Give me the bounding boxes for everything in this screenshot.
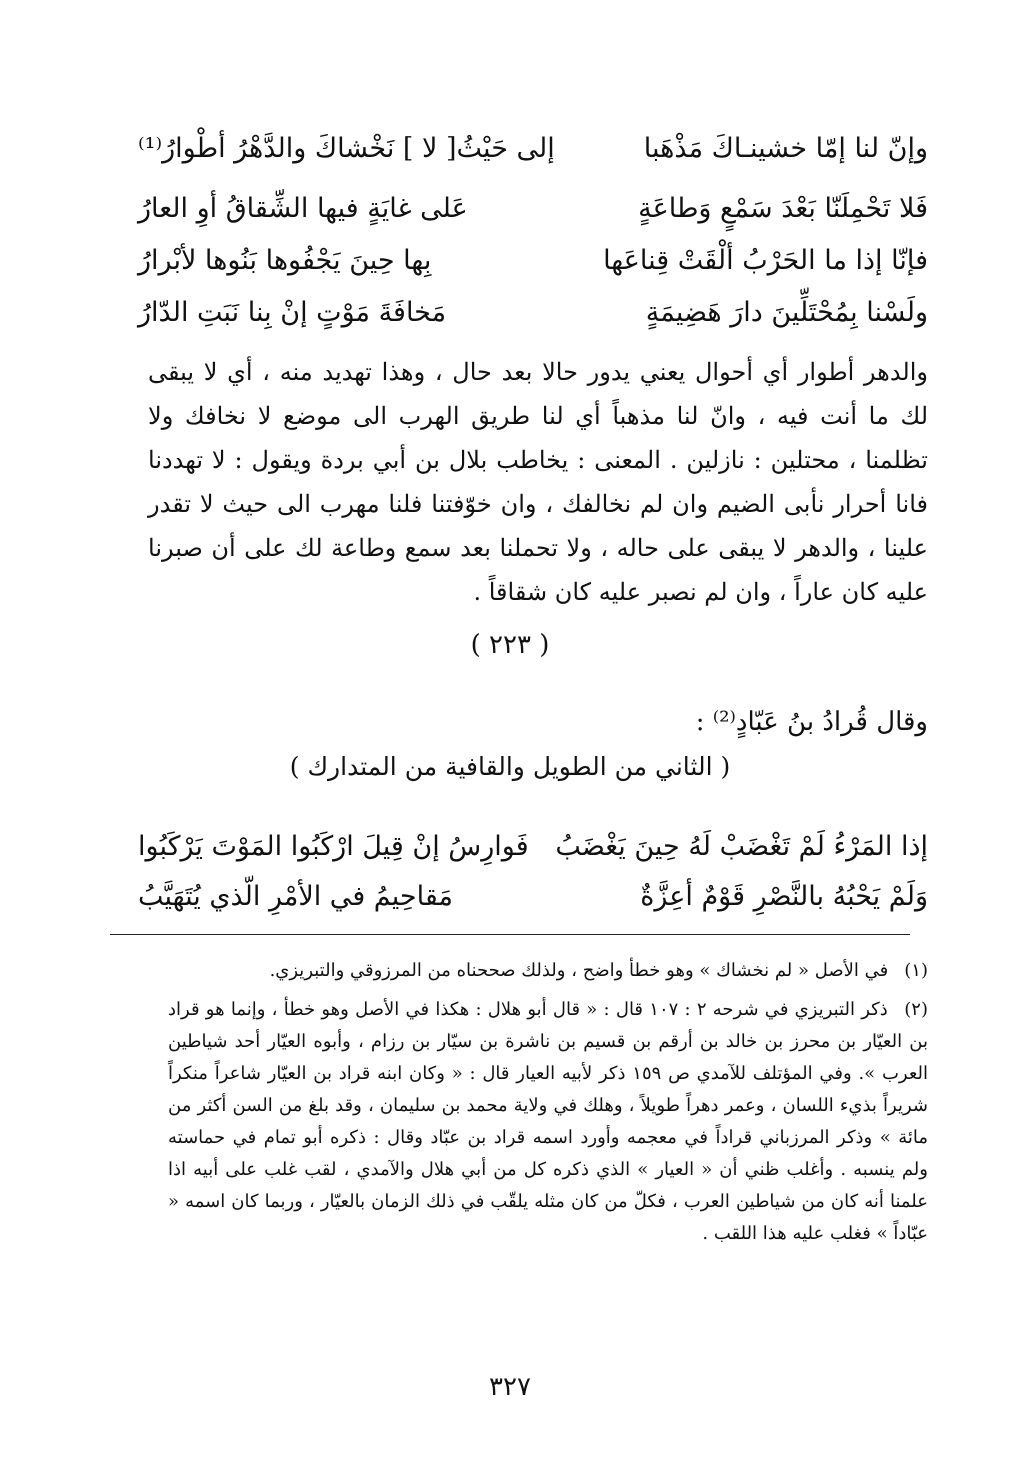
- page-number: ٣٢٧: [489, 1372, 531, 1402]
- verse-first-hemistich: ولَسْنا بِمُحْتَلِّينَ دارَ هَضِيمَةٍ: [645, 296, 928, 328]
- verse-line: [138, 286, 928, 338]
- verse-first-hemistich: فَلا تَحْمِلَنّا بَعْدَ سَمْعٍ وَطاعَةٍ: [638, 192, 928, 224]
- verse-first-hemistich: فإنّا إذا ما الحَرْبُ ألْقَتْ قِناعَها: [603, 244, 928, 276]
- verse-second-hemistich: عَلى غايَةٍ فيها الشِّقاقُ أوِ العارُ: [138, 192, 468, 224]
- footnote-number: (١): [904, 960, 928, 981]
- verse-line: [138, 122, 928, 174]
- verse-second-hemistich: بِها حِينَ يَجْفُوها بَنُوها لأبْرارُ: [138, 244, 432, 276]
- meter-note: ( الثاني من الطويل والقافية من المتدارك ): [289, 752, 731, 781]
- footnote-text: في الأصل « لم نخشاك » وهو خطأ واضح ، ولذلك صححناه من المرزوقي والتبريزي.: [269, 960, 889, 981]
- verse-second-hemistich: فَوارِسُ إنْ قِيلَ ارْكَبُوا المَوْتَ يَرْكَبُوا: [138, 830, 529, 862]
- verse-line: [138, 182, 928, 234]
- verse-second-hemistich: مَخافَةَ مَوْتٍ إنْ بِنا نَبَتِ الدّارُ: [138, 296, 447, 328]
- poet-attribution: وقال قُرادُ بنُ عَبّادٍ⁽²⁾ :: [695, 707, 928, 737]
- footnote: [168, 994, 928, 1250]
- verse-line: [138, 820, 928, 872]
- poem-number: ( ٢٢٣ ): [470, 630, 550, 660]
- verse-first-hemistich: وَلَمْ يَحْبُهُ بالنَّصْرِ قَوْمٌ أعِزَّةٌ: [640, 880, 928, 912]
- verse-second-hemistich: إلى حَيْثُ[ لا ] نَخْشاكَ والدَّهْرُ أطْوارُ⁽¹⁾: [138, 132, 555, 164]
- verse-line: [138, 870, 928, 922]
- footnote-text: ذكر التبريزي في شرحه ٢ : ١٠٧ قال : « قال أبو هلال : هكذا في الأصل وهو خطأ ، وإنما هو قراد بن العيّار بن محرز بن خالد بن أرقم بن قسيم بن ناشرة بن سيّار بن رزام ، وأبوه العيّار أحد شياطين العرب ». وفي المؤتلف للآمدي ص ١٥٩ ذكر لأبيه العيار قال : « وكان ابنه قراد بن العيّار شاعراً منكراً شريراً بذيء اللسان ، وعمر دهراً طويلاً ، وهلك في ولاية محمد بن سليمان ، وقد بلغ من السن أكثر من مائة » وذكر المرزباني قراداً في معجمه وأورد اسمه قراد بن عبّاد وقال : ذكره أبو تمام في حماسته ولم ينسبه . وأغلب ظني أن « العيار » الذي ذكره كل من أبي هلال والآمدي ، لقب غلب على أبيه اذا علمنا أنه كان من شياطين العرب ، فكلّ من كان مثله يلقّب في ذلك الزمان بالعيّار ، وربما كان اسمه « عبّاداً » فغلب عليه هذا اللقب .: [168, 999, 928, 1244]
- verse-first-hemistich: إذا المَرْءُ لَمْ تَغْضَبْ لَهُ حِينَ يَغْضَبُ: [555, 830, 928, 862]
- verse-first-hemistich: وإنّ لنا إمّا خشينـاكَ مَذْهَبا: [643, 132, 928, 164]
- footnote-number: (٢): [904, 999, 928, 1020]
- footnote: [168, 955, 928, 987]
- footnote-separator: [110, 934, 910, 935]
- commentary-paragraph: والدهر أطوار أي أحوال يعني يدور حالا بعد حال ، وهذا تهديد منه ، أي لا يبقى لك ما أنت فيه ، وانّ لنا مذهباً أي لنا طريق الهرب الى موضع لا نخافك ولا تظلمنا ، محتلين : نازلين . المعنى : يخاطب بلال بن أبي بردة ويقول : لا تهددنا فانا أحرار نأبى الضيم وان لم نخالفك ، وان خوّفتنا فلنا مهرب الى حيث لا تقدر علينا ، والدهر لا يبقى على حاله ، ولا تحملنا بعد سمع وطاعة لك على أن صبرنا عليه كان عاراً ، وان لم نصبر عليه كان شقاقاً .: [148, 358, 928, 606]
- verse-line: [138, 234, 928, 286]
- verse-second-hemistich: مَقاحِيمُ في الأمْرِ الّذي يُتَهَيَّبُ: [138, 880, 453, 912]
